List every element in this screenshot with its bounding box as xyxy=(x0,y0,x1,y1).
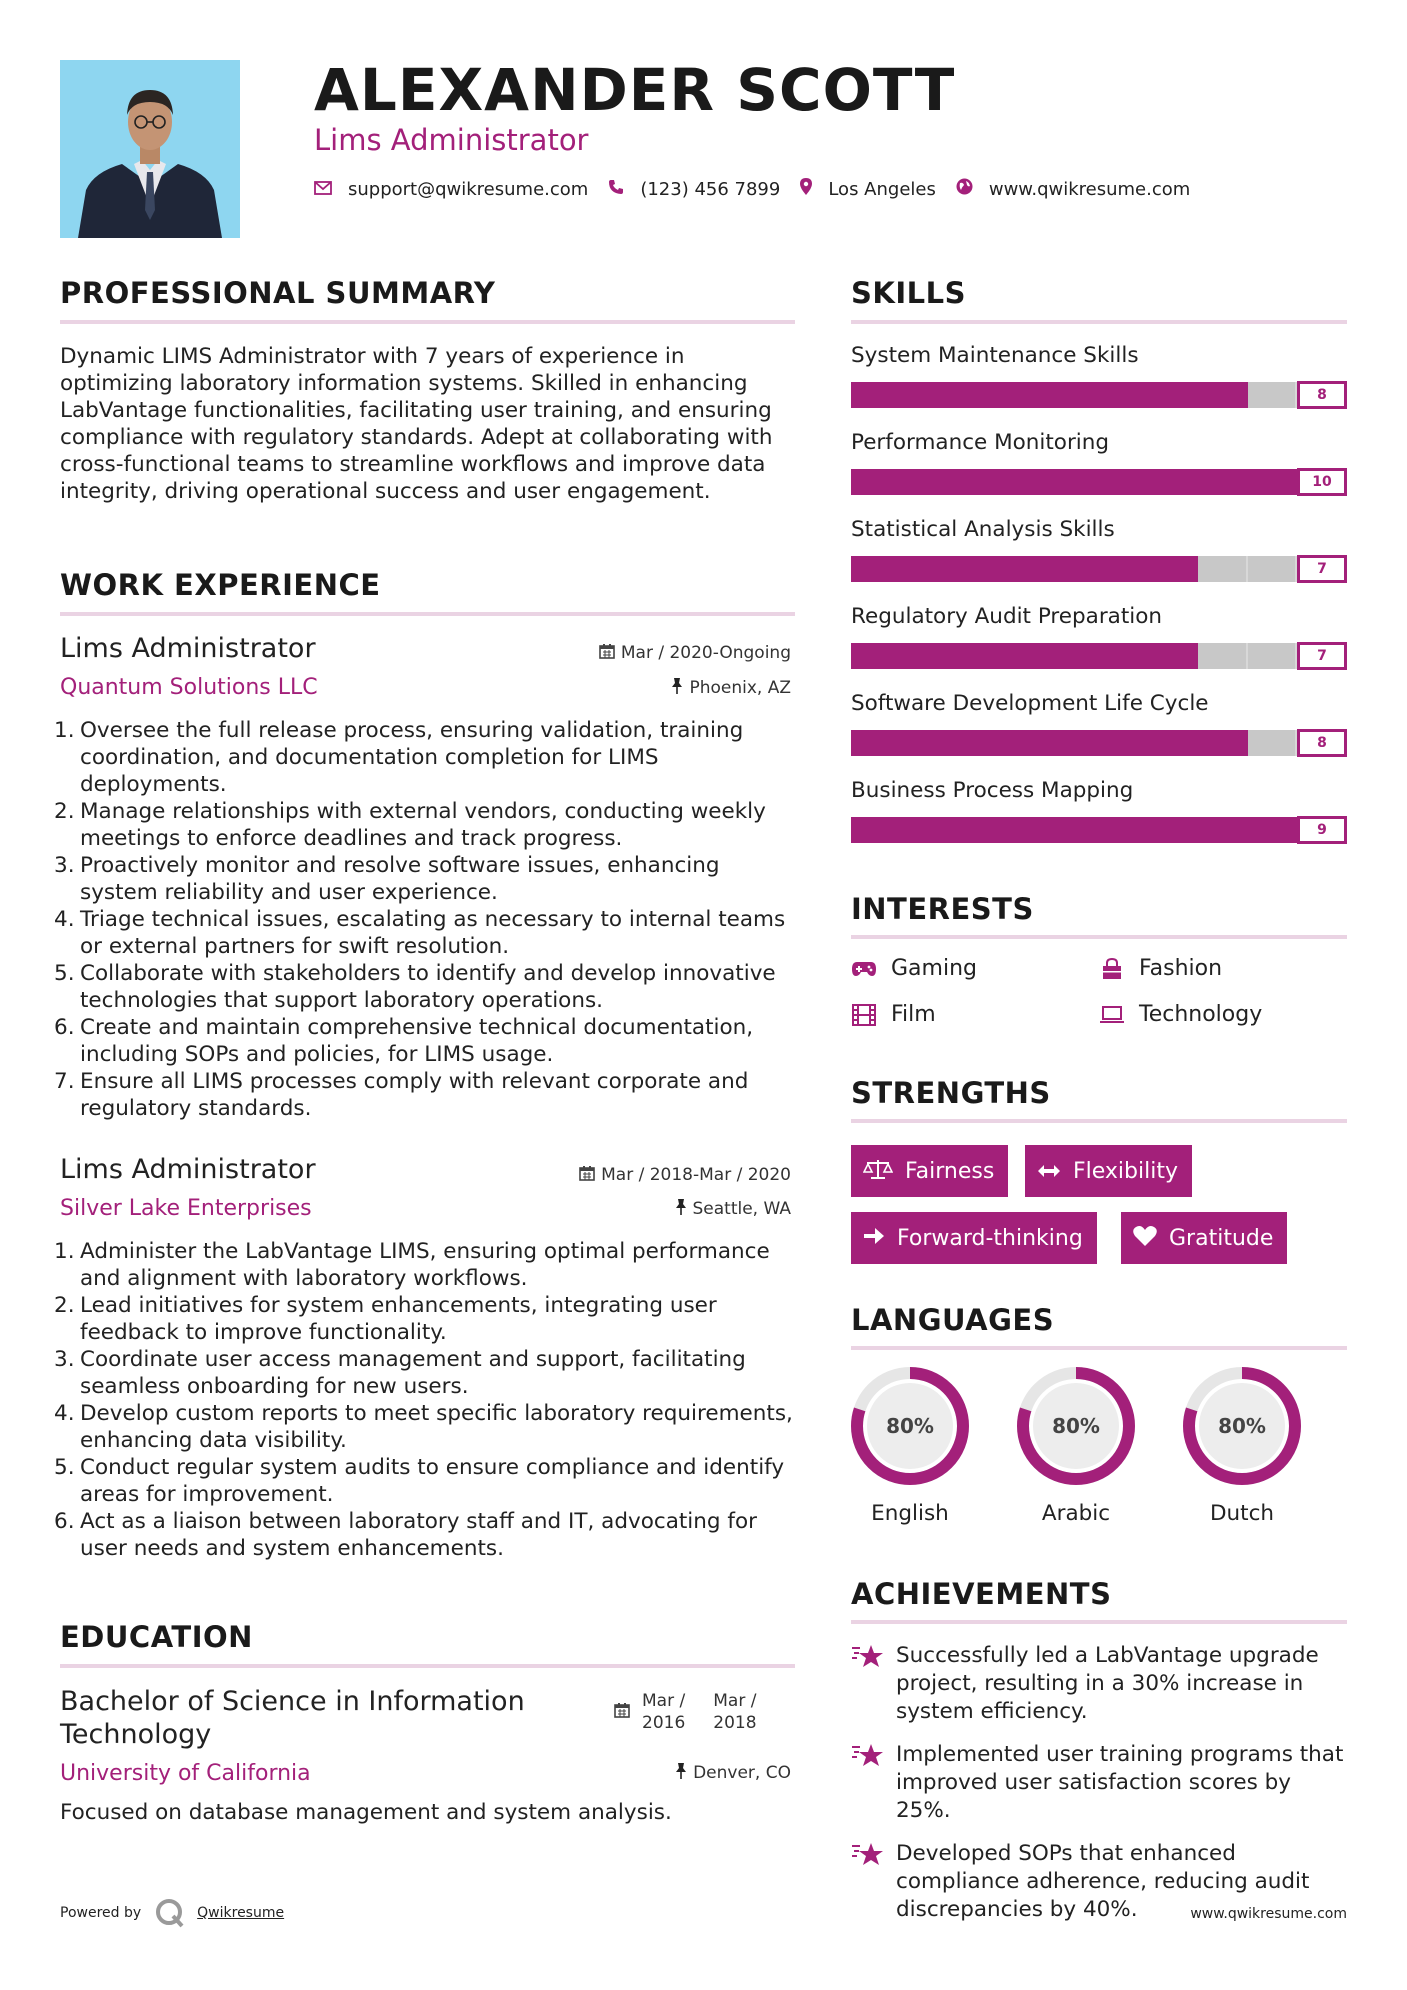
education-start-year: 2016 xyxy=(642,1713,686,1733)
skill-bar-segment xyxy=(1000,556,1050,582)
skill-bar-segment xyxy=(1099,382,1149,408)
skill-level-bar xyxy=(851,817,1347,843)
pushpin-icon xyxy=(671,678,683,698)
job-location-text: Phoenix, AZ xyxy=(689,678,791,698)
skill-bar-segment xyxy=(1198,556,1248,582)
list-item: Proactively monitor and resolve software issues, enhancing system reliability and user experience. xyxy=(80,853,720,905)
qwikresume-logo-icon xyxy=(155,1898,185,1928)
skill-bar-segment xyxy=(851,556,901,582)
skill-level-badge: 7 xyxy=(1297,555,1347,583)
globe-icon xyxy=(956,178,973,200)
company-name: Quantum Solutions LLC xyxy=(60,675,318,700)
skill-bar-segment xyxy=(1149,817,1199,843)
strengths-heading: STRENGTHS xyxy=(851,1076,1051,1110)
language-progress-ring xyxy=(1015,1365,1137,1487)
skill-bar-segment xyxy=(1248,382,1298,408)
skill-level-badge: 8 xyxy=(1297,729,1347,757)
skill-bar-segment xyxy=(901,730,951,756)
skill-bar-segment xyxy=(1049,730,1099,756)
skill-bar-segment xyxy=(1099,643,1149,669)
education-location xyxy=(675,1763,791,1783)
skill-level-bar xyxy=(851,556,1347,582)
language-ring xyxy=(1181,1365,1303,1491)
skill-bar-segment xyxy=(1248,730,1298,756)
contact-location xyxy=(800,178,936,200)
skill-bar-segment xyxy=(901,817,951,843)
list-item: Act as a liaison between laboratory staff and IT, advocating for user needs and system enhancements. xyxy=(80,1509,757,1561)
pushpin-icon xyxy=(675,1763,687,1783)
interest-gaming xyxy=(851,956,977,981)
language-ring xyxy=(1015,1365,1137,1491)
interests-divider xyxy=(851,935,1347,939)
skill-level-bar xyxy=(851,730,1347,756)
skill-name: Performance Monitoring xyxy=(851,430,1110,455)
skill-bar-segment xyxy=(1000,469,1050,495)
skill-bar-segment xyxy=(1049,382,1099,408)
language-percent: 80% xyxy=(886,1414,934,1438)
skills-heading: SKILLS xyxy=(851,276,966,310)
list-item: Collaborate with stakeholders to identify and develop innovative technologies that support laboratory operations. xyxy=(80,961,776,1013)
skill-bar-segment xyxy=(1198,643,1248,669)
skill-name: Business Process Mapping xyxy=(851,778,1134,803)
education-dates xyxy=(614,1690,757,1734)
calendar-icon xyxy=(614,1702,630,1734)
list-item: Ensure all LIMS processes comply with relevant corporate and regulatory standards. xyxy=(80,1069,749,1121)
envelope-icon xyxy=(314,179,332,200)
language-percent: 80% xyxy=(1052,1414,1100,1438)
language-percent: 80% xyxy=(1218,1414,1266,1438)
skill-bar-segment xyxy=(851,469,901,495)
skill-bar-segment xyxy=(1248,643,1298,669)
skill-bar-segment xyxy=(1149,730,1199,756)
job-bullets xyxy=(76,1238,796,1562)
skill-bar-segment xyxy=(1099,469,1149,495)
skill-bar-segment xyxy=(950,643,1000,669)
achievement-text: Developed SOPs that enhanced compliance adherence, reducing audit discrepancies by 40%. xyxy=(896,1841,1310,1922)
education-divider xyxy=(60,1664,795,1668)
list-item: Develop custom reports to meet specific laboratory requirements, enhancing data visibility. xyxy=(80,1401,793,1453)
email-text: support@qwikresume.com xyxy=(348,178,589,200)
job-location-text: Seattle, WA xyxy=(692,1199,791,1219)
location-text: Los Angeles xyxy=(828,178,936,200)
list-item: Conduct regular system audits to ensure compliance and identify areas for improvement. xyxy=(80,1455,785,1507)
film-icon xyxy=(851,1004,877,1026)
list-item: Lead initiatives for system enhancements, integrating user feedback to improve functionality. xyxy=(80,1293,717,1345)
skill-bar-segment xyxy=(1248,817,1298,843)
skill-bar-segment xyxy=(1248,556,1298,582)
skill-bar-segment xyxy=(950,382,1000,408)
skill-bar-segment xyxy=(1049,469,1099,495)
list-item: Administer the LabVantage LIMS, ensuring optimal performance and alignment with laboratory workflows. xyxy=(80,1239,770,1291)
skill-bar-segment xyxy=(1198,817,1248,843)
degree-line1: Bachelor of Science in Information xyxy=(60,1686,525,1717)
skill-bar-segment xyxy=(851,817,901,843)
language-name: Dutch xyxy=(1209,1501,1275,1526)
powered-by xyxy=(60,1898,284,1928)
skill-bar-segment xyxy=(1000,643,1050,669)
language-ring xyxy=(849,1365,971,1491)
calendar-icon xyxy=(579,1165,595,1185)
phone-icon xyxy=(608,179,624,200)
skill-bar-segment xyxy=(1049,817,1099,843)
skill-bar-segment xyxy=(901,556,951,582)
skill-bar-segment xyxy=(1149,556,1199,582)
school-name: University of California xyxy=(60,1761,311,1786)
strength-badge-gratitude xyxy=(1121,1212,1287,1264)
balance-scale-icon xyxy=(863,1158,893,1185)
skill-name: Statistical Analysis Skills xyxy=(851,517,1115,542)
skill-bar-segment xyxy=(950,817,1000,843)
arrow-right-icon xyxy=(863,1226,885,1251)
strength-label: Fairness xyxy=(905,1158,995,1184)
job-dates xyxy=(579,1165,791,1185)
strength-badge-forward-thinking xyxy=(851,1212,1097,1264)
skill-level-badge: 9 xyxy=(1297,816,1347,844)
degree-line2: Technology xyxy=(60,1719,212,1750)
job-title: Lims Administrator xyxy=(60,1154,316,1185)
skill-bar-segment xyxy=(901,469,951,495)
skill-bar-segment xyxy=(1049,556,1099,582)
person-photo-icon xyxy=(60,60,240,238)
skill-bar-segment xyxy=(1149,469,1199,495)
candidate-name: ALEXANDER SCOTT xyxy=(314,56,956,124)
education-end-month: Mar / xyxy=(713,1691,757,1711)
job-location xyxy=(671,678,791,698)
interest-technology xyxy=(1099,1002,1262,1027)
contact-phone[interactable] xyxy=(608,179,780,200)
skill-level-bar xyxy=(851,643,1347,669)
interest-label: Film xyxy=(891,1002,936,1027)
list-item: Create and maintain comprehensive technical documentation, including SOPs and policies, for LIMS usage. xyxy=(80,1015,754,1067)
skill-level-badge: 7 xyxy=(1297,642,1347,670)
interest-film xyxy=(851,1002,936,1027)
skill-bar-segment xyxy=(1099,817,1149,843)
skill-bar-segment xyxy=(1000,382,1050,408)
achievement-text: Successfully led a LabVantage upgrade project, resulting in a 30% increase in system efficiency. xyxy=(896,1643,1319,1724)
heart-icon xyxy=(1133,1225,1157,1251)
candidate-title: Lims Administrator xyxy=(314,123,589,157)
language-progress-ring xyxy=(849,1365,971,1487)
achievements-heading: ACHIEVEMENTS xyxy=(851,1577,1112,1611)
shooting-star-icon xyxy=(851,1741,896,1825)
strength-label: Gratitude xyxy=(1169,1225,1274,1251)
interest-fashion xyxy=(1099,956,1222,981)
achievement-text: Implemented user training programs that improved user satisfaction scores by 25%. xyxy=(896,1742,1344,1823)
phone-text: (123) 456 7899 xyxy=(640,178,781,200)
website-text: www.qwikresume.com xyxy=(988,178,1191,200)
job-bullets xyxy=(76,717,796,1122)
skill-level-bar xyxy=(851,382,1347,408)
list-item: Coordinate user access management and support, facilitating seamless onboarding for new users. xyxy=(80,1347,746,1399)
experience-heading: WORK EXPERIENCE xyxy=(60,568,381,602)
skill-bar-segment xyxy=(1000,817,1050,843)
gamepad-icon xyxy=(851,961,877,977)
shooting-star-icon xyxy=(851,1642,896,1726)
skill-name: Software Development Life Cycle xyxy=(851,691,1209,716)
skill-bar-segment xyxy=(851,730,901,756)
list-item: Triage technical issues, escalating as necessary to internal teams or external partners for swift resolution. xyxy=(80,907,786,959)
strength-badge-fairness xyxy=(851,1145,1008,1197)
skill-bar-segment xyxy=(1198,382,1248,408)
job-location xyxy=(675,1199,792,1219)
languages-heading: LANGUAGES xyxy=(851,1303,1055,1337)
shooting-star-icon xyxy=(851,1840,896,1924)
strength-badge-flexibility xyxy=(1025,1145,1192,1197)
powered-by-text: Powered by xyxy=(60,1905,142,1921)
achievement-item xyxy=(851,1741,1351,1825)
interest-label: Technology xyxy=(1139,1002,1263,1027)
map-pin-icon xyxy=(800,178,812,200)
calendar-icon xyxy=(599,643,615,663)
skill-bar-segment xyxy=(1000,730,1050,756)
pushpin-icon xyxy=(675,1199,687,1219)
skill-bar-segment xyxy=(1049,643,1099,669)
interest-label: Fashion xyxy=(1139,956,1223,981)
job-dates xyxy=(599,643,791,663)
skill-bar-segment xyxy=(1248,469,1298,495)
strength-label: Flexibility xyxy=(1073,1158,1178,1184)
education-description: Focused on database management and system analysis. xyxy=(60,1800,672,1825)
achievements-divider xyxy=(851,1620,1347,1624)
strength-label: Forward-thinking xyxy=(897,1225,1083,1251)
strengths-divider xyxy=(851,1119,1347,1123)
shopping-bag-icon xyxy=(1099,958,1125,980)
skill-bar-segment xyxy=(901,382,951,408)
summary-text: Dynamic LIMS Administrator with 7 years of experience in optimizing laboratory information systems. Skilled in enhancing LabVantage functionalities, facilitating user training, and ensuring compliance with regulatory standards. Adept at collaborating with cross-functional teams to streamline workflows and improve data integrity, driving operational success and user engagement. xyxy=(60,344,773,504)
education-heading: EDUCATION xyxy=(60,1620,253,1654)
skill-bar-segment xyxy=(901,643,951,669)
skill-bar-segment xyxy=(1099,730,1149,756)
education-end-year: 2018 xyxy=(713,1713,757,1733)
footer-website[interactable]: www.qwikresume.com xyxy=(1190,1906,1347,1922)
job-title: Lims Administrator xyxy=(60,633,316,664)
language-name: Arabic xyxy=(1041,1501,1111,1526)
arrows-horizontal-icon xyxy=(1037,1159,1061,1183)
skill-bar-segment xyxy=(950,556,1000,582)
skill-bar-segment xyxy=(950,730,1000,756)
list-item: Manage relationships with external vendors, conducting weekly meetings to enforce deadlines and track progress. xyxy=(80,799,766,851)
skill-bar-segment xyxy=(1198,469,1248,495)
skill-name: System Maintenance Skills xyxy=(851,343,1139,368)
language-name: English xyxy=(871,1501,949,1526)
skills-divider xyxy=(851,320,1347,324)
interests-heading: INTERESTS xyxy=(851,892,1034,926)
skill-name: Regulatory Audit Preparation xyxy=(851,604,1163,629)
interest-label: Gaming xyxy=(891,956,977,981)
skill-bar-segment xyxy=(851,382,901,408)
summary-divider xyxy=(60,320,795,324)
language-progress-ring xyxy=(1181,1365,1303,1487)
skill-bar-segment xyxy=(1099,556,1149,582)
languages-divider xyxy=(851,1346,1347,1350)
profile-photo xyxy=(60,60,240,238)
contact-website[interactable] xyxy=(956,178,1190,200)
company-name: Silver Lake Enterprises xyxy=(60,1196,312,1221)
laptop-icon xyxy=(1099,1006,1125,1024)
skill-bar-segment xyxy=(1198,730,1248,756)
skill-bar-segment xyxy=(1149,382,1199,408)
job-dates-text: Mar / 2018-Mar / 2020 xyxy=(601,1165,791,1185)
skill-level-badge: 10 xyxy=(1297,468,1347,496)
skill-bar-segment xyxy=(1149,643,1199,669)
skill-level-bar xyxy=(851,469,1347,495)
job-dates-text: Mar / 2020-Ongoing xyxy=(620,643,791,663)
contact-row xyxy=(314,178,1210,200)
summary-heading: PROFESSIONAL SUMMARY xyxy=(60,276,496,310)
skill-bar-segment xyxy=(851,643,901,669)
skill-level-badge: 8 xyxy=(1297,381,1347,409)
brand-link[interactable]: Qwikresume xyxy=(197,1905,285,1921)
education-start-month: Mar / xyxy=(642,1691,686,1711)
achievement-item xyxy=(851,1642,1351,1726)
education-location-text: Denver, CO xyxy=(693,1763,791,1783)
list-item: Oversee the full release process, ensuring validation, training coordination, and documentation completion for LIMS deployments. xyxy=(80,718,744,797)
contact-email[interactable] xyxy=(314,179,588,200)
experience-divider xyxy=(60,612,795,616)
skill-bar-segment xyxy=(950,469,1000,495)
